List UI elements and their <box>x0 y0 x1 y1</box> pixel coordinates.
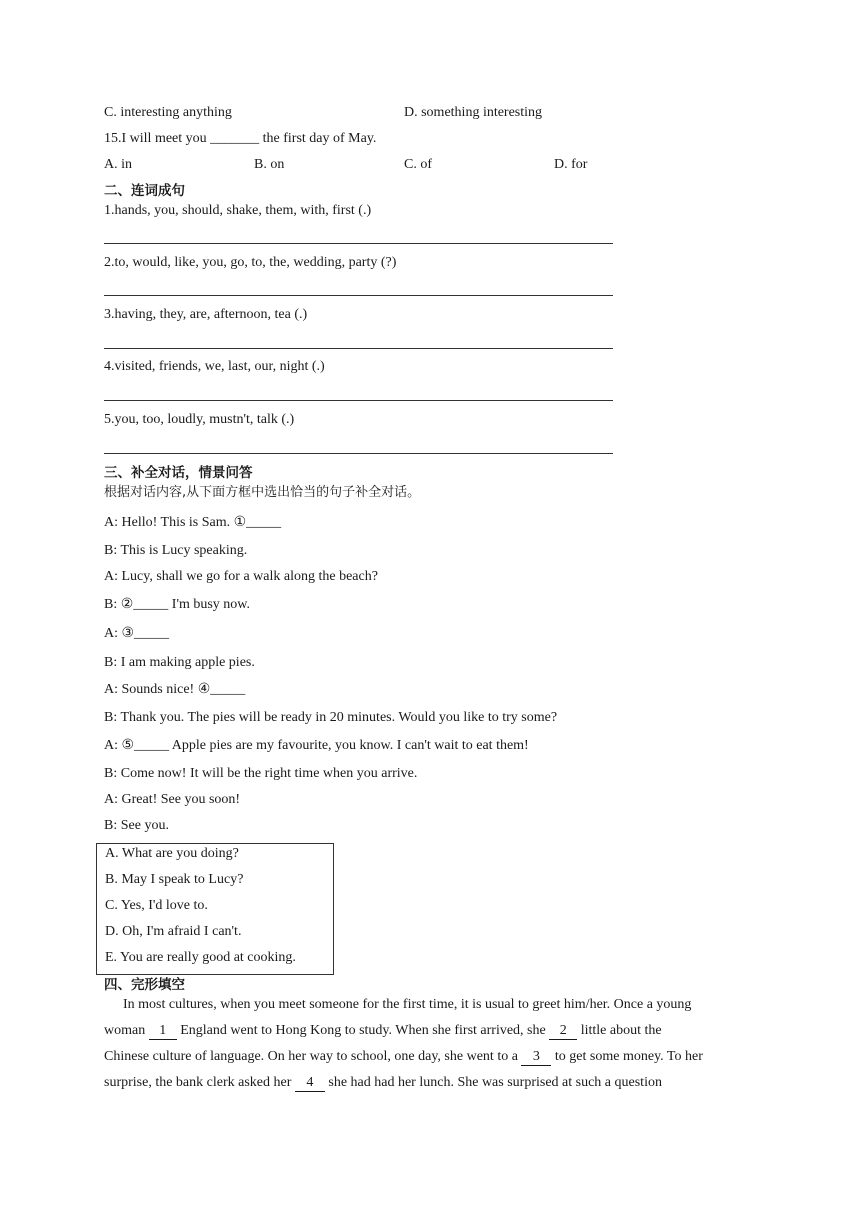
q15-option-c: C. of <box>404 157 432 172</box>
dialogue-line: B: This is Lucy speaking. <box>104 543 248 558</box>
cloze-line-1: In most cultures, when you meet someone for the first time, it is usual to greet him/her. Once a young <box>123 997 692 1012</box>
cloze-text: woman <box>104 1023 149 1038</box>
dialogue-line: B: ②_____ I'm busy now. <box>104 597 251 612</box>
section3-instruction: 根据对话内容,从下面方框中选出恰当的句子补全对话。 <box>104 485 421 500</box>
choice-e: E. You are really good at cooking. <box>105 950 296 965</box>
dialogue-line: A: Lucy, shall we go for a walk along the beach? <box>104 569 378 584</box>
answer-line-2 <box>104 295 613 296</box>
cloze-text: little about the <box>577 1023 662 1038</box>
q15-stem: 15.I will meet you _______ the first day of May. <box>104 131 377 146</box>
cloze-text: she had had her lunch. She was surprised at such a question <box>324 1075 662 1090</box>
q15-option-d: D. for <box>554 157 588 172</box>
section4-heading: 四、完形填空 <box>104 977 185 993</box>
cloze-text: to get some money. To her <box>551 1049 703 1064</box>
answer-line-4 <box>104 400 613 401</box>
answer-line-3 <box>104 348 613 349</box>
cloze-line-4 <box>104 1073 662 1093</box>
sentence-item-1: 1.hands, you, should, shake, them, with, first (.) <box>104 203 372 218</box>
cloze-text: Chinese culture of language. On her way to school, one day, she went to a <box>104 1049 522 1064</box>
choice-b: B. May I speak to Lucy? <box>105 872 244 887</box>
answer-line-1 <box>104 243 613 244</box>
cloze-line-2 <box>104 1021 662 1041</box>
sentence-item-4: 4.visited, friends, we, last, our, night (.) <box>104 359 325 374</box>
section3-heading: 三、补全对话，情景问答 <box>104 465 253 481</box>
dialogue-line: A: ③_____ <box>104 626 170 641</box>
cloze-text: England went to Hong Kong to study. When she first arrived, she <box>176 1023 550 1038</box>
dialogue-line: B: I am making apple pies. <box>104 655 255 670</box>
cloze-blank-4[interactable]: 4 <box>295 1075 325 1092</box>
dialogue-line: B: Thank you. The pies will be ready in 20 minutes. Would you like to try some? <box>104 710 558 725</box>
cloze-line-3 <box>104 1047 703 1067</box>
q15-option-a: A. in <box>104 157 132 172</box>
answer-line-5 <box>104 453 613 454</box>
choice-a: A. What are you doing? <box>105 846 239 861</box>
cloze-blank-3[interactable]: 3 <box>521 1049 551 1066</box>
dialogue-line: A: Great! See you soon! <box>104 792 241 807</box>
dialogue-line: A: ⑤_____ Apple pies are my favourite, you know. I can't wait to eat them! <box>104 738 529 753</box>
sentence-item-2: 2.to, would, like, you, go, to, the, wedding, party (?) <box>104 255 397 270</box>
cloze-blank-2[interactable]: 2 <box>549 1023 577 1040</box>
dialogue-line: A: Sounds nice! ④_____ <box>104 682 246 697</box>
dialogue-line: A: Hello! This is Sam. ①_____ <box>104 515 282 530</box>
choice-c: C. Yes, I'd love to. <box>105 898 208 913</box>
section2-heading: 二、连词成句 <box>104 183 185 199</box>
sentence-item-5: 5.you, too, loudly, mustn't, talk (.) <box>104 412 295 427</box>
cloze-text: surprise, the bank clerk asked her <box>104 1075 295 1090</box>
q14-option-c: C. interesting anything <box>104 105 232 120</box>
q15-option-b: B. on <box>254 157 285 172</box>
dialogue-line: B: See you. <box>104 818 169 833</box>
choice-d: D. Oh, I'm afraid I can't. <box>105 924 242 939</box>
dialogue-line: B: Come now! It will be the right time when you arrive. <box>104 766 418 781</box>
q14-option-d: D. something interesting <box>404 105 543 120</box>
sentence-item-3: 3.having, they, are, afternoon, tea (.) <box>104 307 308 322</box>
choice-box <box>96 843 334 975</box>
cloze-blank-1[interactable]: 1 <box>149 1023 177 1040</box>
